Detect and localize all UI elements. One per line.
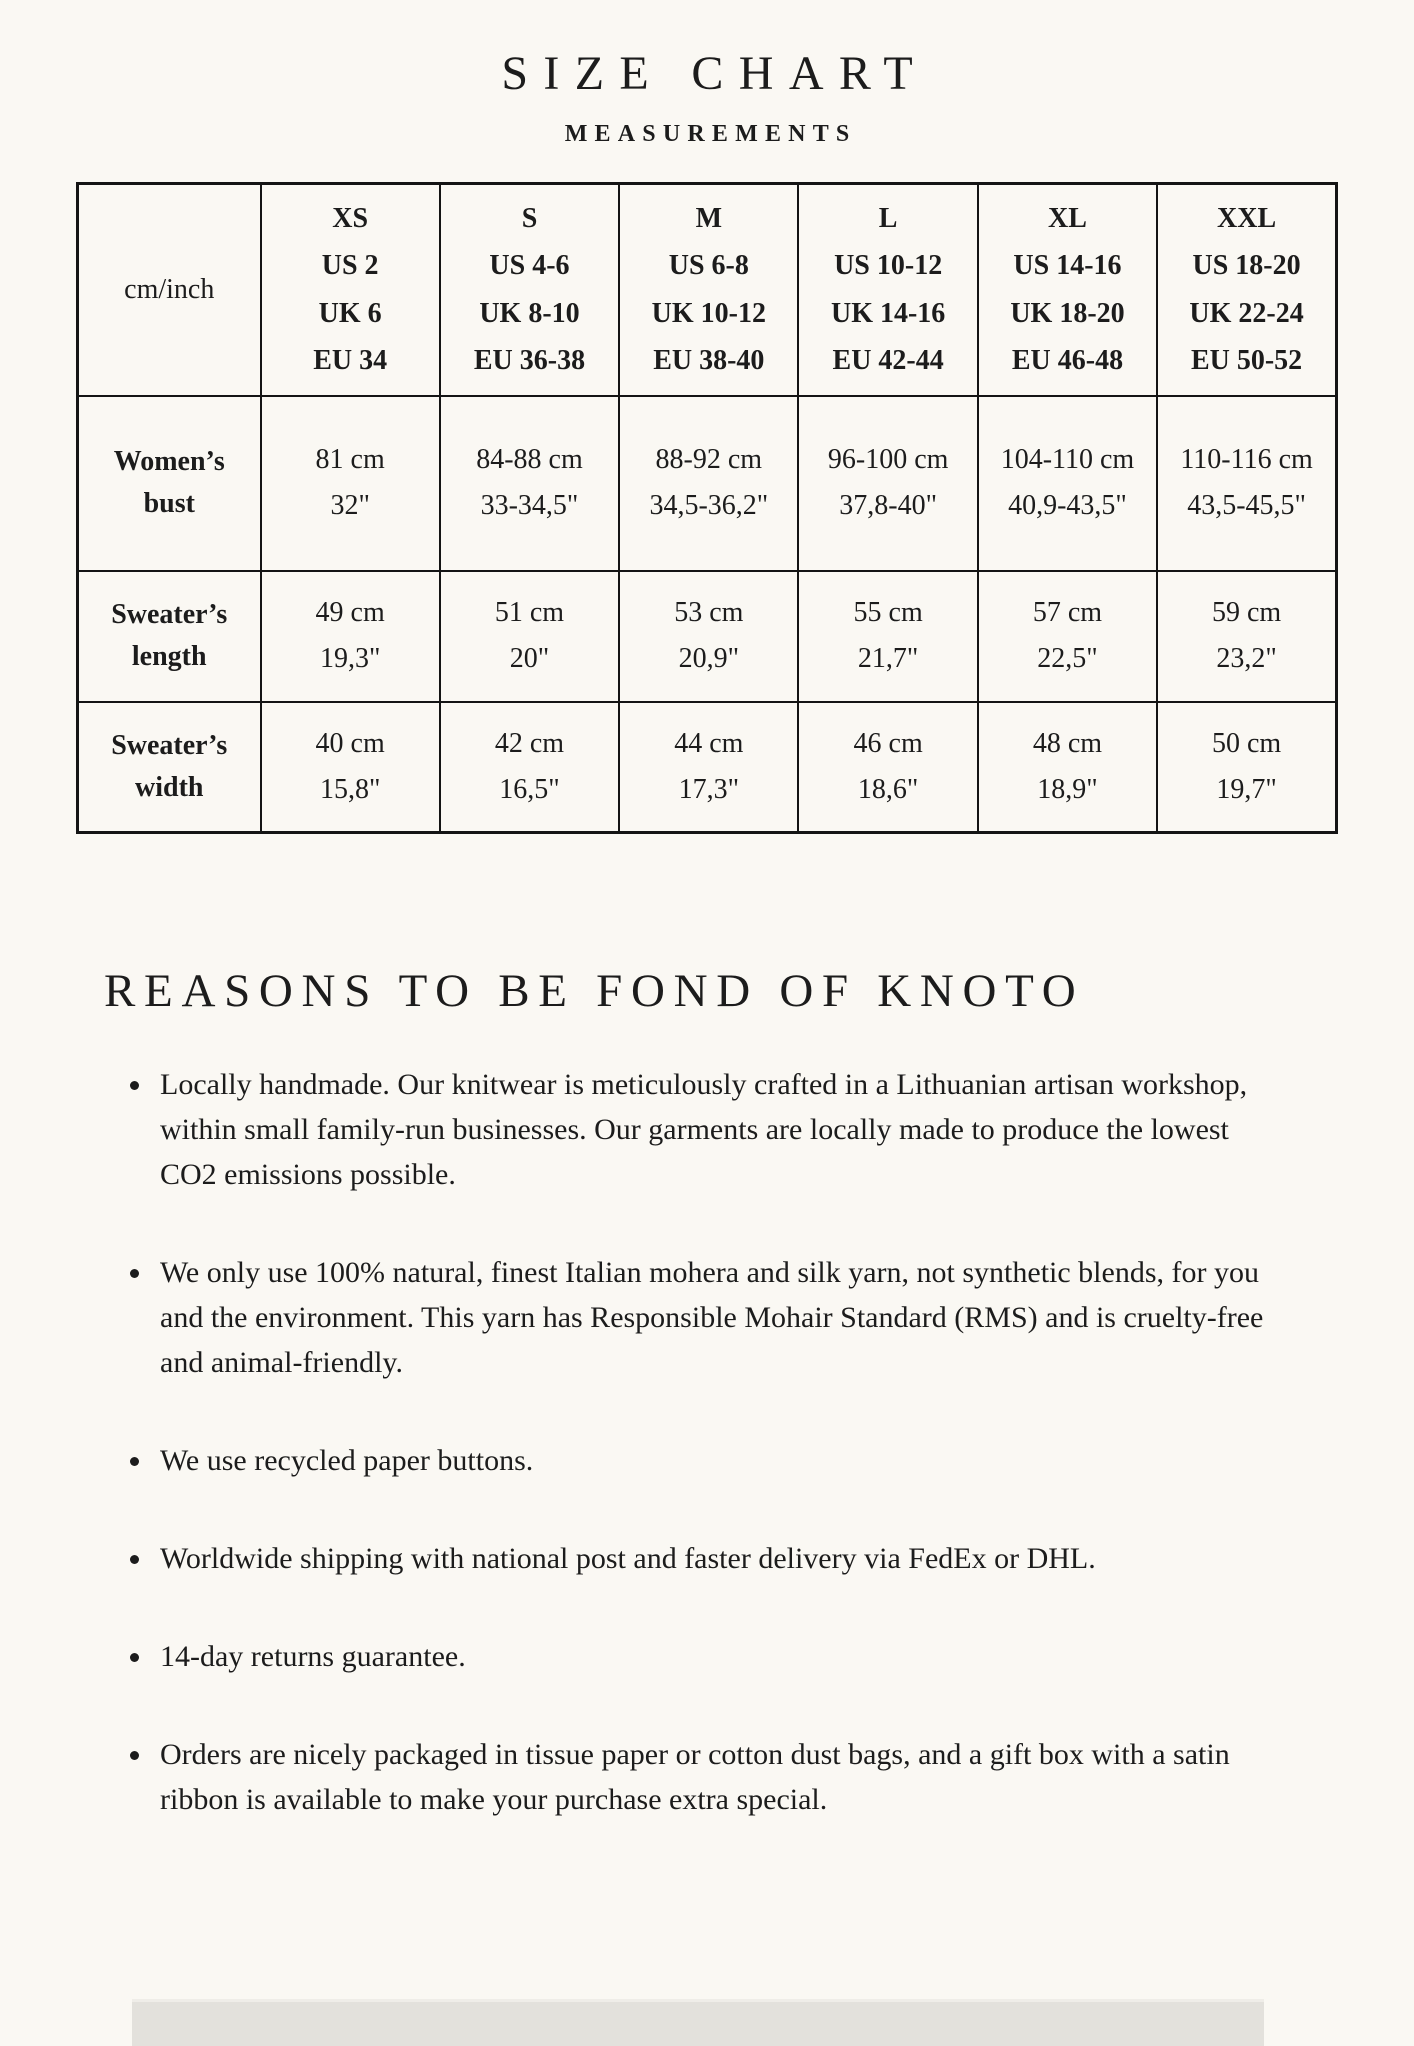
measurement-value-cell: 53 cm 20,9" xyxy=(619,571,798,702)
measurement-value-cell: 48 cm 18,9" xyxy=(978,702,1157,833)
measurement-row xyxy=(78,396,1337,571)
measurement-value-cell: 55 cm 21,7" xyxy=(798,571,977,702)
measurement-row xyxy=(78,702,1337,833)
size-column-header: XS US 2 UK 6 EU 34 xyxy=(261,184,440,396)
size-chart-table xyxy=(76,182,1338,834)
reason-item: • Locally handmade. Our knitwear is meticulously crafted in a Lithuanian artisan workshop, within small family-run businesses. Our garments are locally made to produce the lowest CO2 emissions possible. xyxy=(154,1062,1264,1197)
measurement-value-cell: 110-116 cm 43,5-45,5" xyxy=(1157,396,1336,571)
measurement-row xyxy=(78,571,1337,702)
page-title: SIZE CHART xyxy=(501,47,929,100)
reason-item: • We use recycled paper buttons. xyxy=(154,1438,1264,1483)
size-column-header: M US 6-8 UK 10-12 EU 38-40 xyxy=(619,184,798,396)
measurement-value-cell: 57 cm 22,5" xyxy=(978,571,1157,702)
reason-item: • We only use 100% natural, finest Italian mohera and silk yarn, not synthetic blends, for you and the environment. This yarn has Responsible Mohair Standard (RMS) and is cruelty-free and animal-friendly. xyxy=(154,1250,1264,1385)
measurement-value-cell: 51 cm 20" xyxy=(440,571,619,702)
measurement-value-cell: 96-100 cm 37,8-40" xyxy=(798,396,977,571)
size-table-header-row xyxy=(78,184,1337,396)
reasons-section xyxy=(104,964,1320,1822)
measurement-value-cell: 84-88 cm 33-34,5" xyxy=(440,396,619,571)
measurement-value-cell: 59 cm 23,2" xyxy=(1157,571,1336,702)
reasons-list xyxy=(104,1062,1264,1822)
measurement-value-cell: 44 cm 17,3" xyxy=(619,702,798,833)
measurement-row-label: Women’s bust xyxy=(78,396,261,571)
size-column-header: S US 4-6 UK 8-10 EU 36-38 xyxy=(440,184,619,396)
measurement-value-cell: 88-92 cm 34,5-36,2" xyxy=(619,396,798,571)
measurement-value-cell: 104-110 cm 40,9-43,5" xyxy=(978,396,1157,571)
size-column-header: XL US 14-16 UK 18-20 EU 46-48 xyxy=(978,184,1157,396)
measurement-value-cell: 50 cm 19,7" xyxy=(1157,702,1336,833)
reason-item: • Orders are nicely packaged in tissue paper or cotton dust bags, and a gift box with a satin ribbon is available to make your purchase extra special. xyxy=(154,1732,1264,1822)
measurement-value-cell: 49 cm 19,3" xyxy=(261,571,440,702)
size-column-header: L US 10-12 UK 14-16 EU 42-44 xyxy=(798,184,977,396)
measurement-row-label: Sweater’s length xyxy=(78,571,261,702)
bottom-strip xyxy=(132,1999,1264,2046)
reason-item: • Worldwide shipping with national post and faster delivery via FedEx or DHL. xyxy=(154,1536,1264,1581)
measurement-value-cell: 81 cm 32" xyxy=(261,396,440,571)
measurement-row-label: Sweater’s width xyxy=(78,702,261,833)
page-subtitle: MEASUREMENTS xyxy=(564,121,857,147)
measurement-value-cell: 46 cm 18,6" xyxy=(798,702,977,833)
unit-corner-cell: cm/inch xyxy=(78,184,261,396)
measurement-value-cell: 42 cm 16,5" xyxy=(440,702,619,833)
reason-item: • 14-day returns guarantee. xyxy=(154,1634,1264,1679)
measurement-value-cell: 40 cm 15,8" xyxy=(261,702,440,833)
reasons-heading: REASONS TO BE FOND OF KNOTO xyxy=(104,965,1085,1017)
size-column-header: XXL US 18-20 UK 22-24 EU 50-52 xyxy=(1157,184,1336,396)
